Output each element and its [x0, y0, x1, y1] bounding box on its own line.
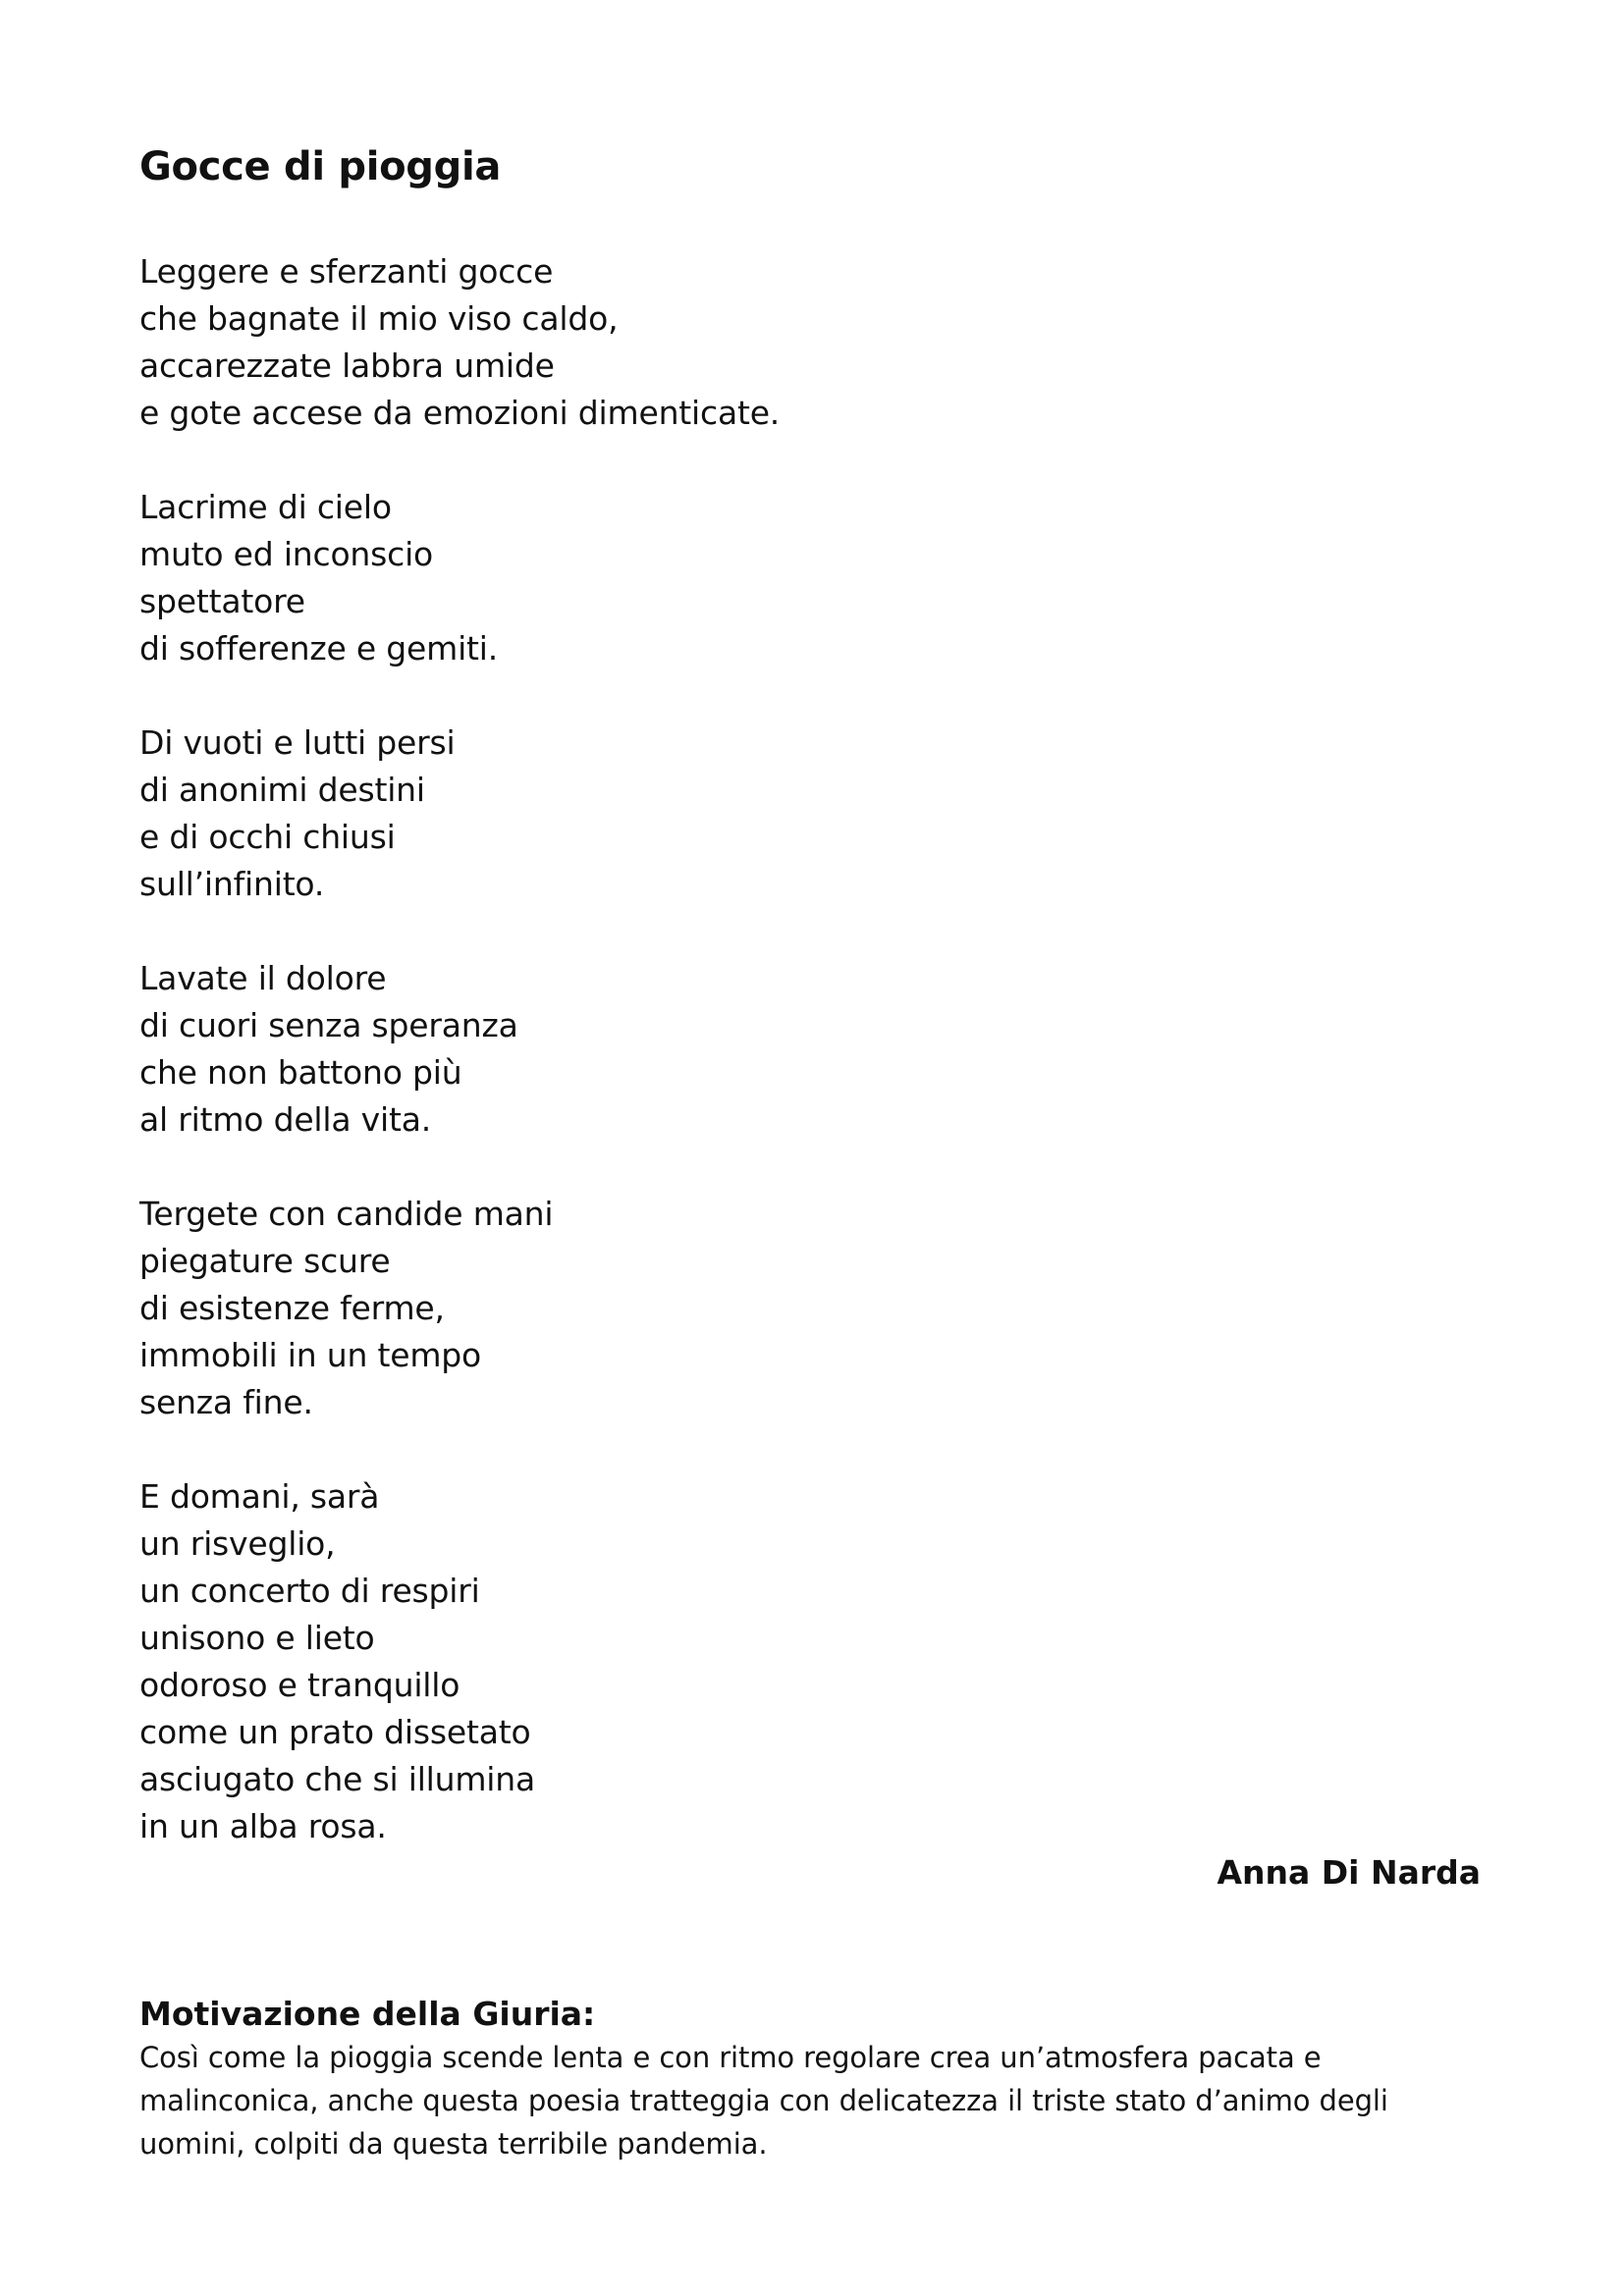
poem-line: asciugato che si illumina	[139, 1760, 536, 1798]
poem-line: di cuori senza speranza	[139, 1006, 518, 1044]
poem-line: sull’infinito.	[139, 865, 325, 903]
stanza-5	[139, 1191, 1219, 1426]
jury-text-line: malinconica, anche questa poesia tratteggia con delicatezza il triste stato d’animo degli	[139, 2084, 1388, 2117]
jury-text	[139, 2036, 1416, 2165]
poem-line: un concerto di respiri	[139, 1572, 480, 1610]
poem-line: un risveglio,	[139, 1524, 336, 1563]
poem-line: che bagnate il mio viso caldo,	[139, 299, 619, 338]
poem-line: Leggere e sferzanti gocce	[139, 252, 554, 291]
poem-line: Lacrime di cielo	[139, 488, 392, 526]
poem-line: di anonimi destini	[139, 771, 425, 809]
jury-motivation	[139, 1993, 1416, 2165]
poem-line: immobili in un tempo	[139, 1336, 482, 1374]
stanza-2	[139, 484, 1219, 672]
poem-line: che non battono più	[139, 1053, 462, 1092]
poem-line: muto ed inconscio	[139, 535, 434, 573]
jury-text-line: uomini, colpiti da questa terribile pandemia.	[139, 2127, 768, 2161]
poem-line: unisono e lieto	[139, 1619, 375, 1657]
poem-line: Tergete con candide mani	[139, 1195, 554, 1233]
stanza-6	[139, 1473, 1219, 1850]
poem-title: Gocce di pioggia	[139, 144, 502, 189]
poem-line: al ritmo della vita.	[139, 1100, 432, 1139]
poem-line: E domani, sarà	[139, 1477, 380, 1516]
poem-body	[139, 248, 1219, 1897]
poem-line: piegature scure	[139, 1242, 391, 1280]
poem-line: di sofferenze e gemiti.	[139, 629, 499, 667]
jury-heading: Motivazione della Giuria:	[139, 1995, 596, 2033]
poem-line: odoroso e tranquillo	[139, 1666, 460, 1704]
stanza-3	[139, 720, 1219, 908]
jury-text-line: Così come la pioggia scende lenta e con ritmo regolare crea un’atmosfera pacata e	[139, 2041, 1322, 2074]
stanza-1	[139, 248, 1219, 437]
author-name: Anna Di Narda	[1217, 1853, 1481, 1892]
poem-line: Lavate il dolore	[139, 959, 387, 997]
poem-line: e gote accese da emozioni dimenticate.	[139, 394, 781, 432]
poem-line: spettatore	[139, 582, 305, 620]
poem-line: di esistenze ferme,	[139, 1289, 445, 1327]
poem-line: e di occhi chiusi	[139, 818, 396, 856]
poem-line: senza fine.	[139, 1383, 313, 1421]
poem-line: accarezzate labbra umide	[139, 347, 555, 385]
poem-line: in un alba rosa.	[139, 1807, 387, 1845]
poem-line: come un prato dissetato	[139, 1713, 531, 1751]
stanza-4	[139, 955, 1219, 1144]
poem-line: Di vuoti e lutti persi	[139, 723, 456, 762]
